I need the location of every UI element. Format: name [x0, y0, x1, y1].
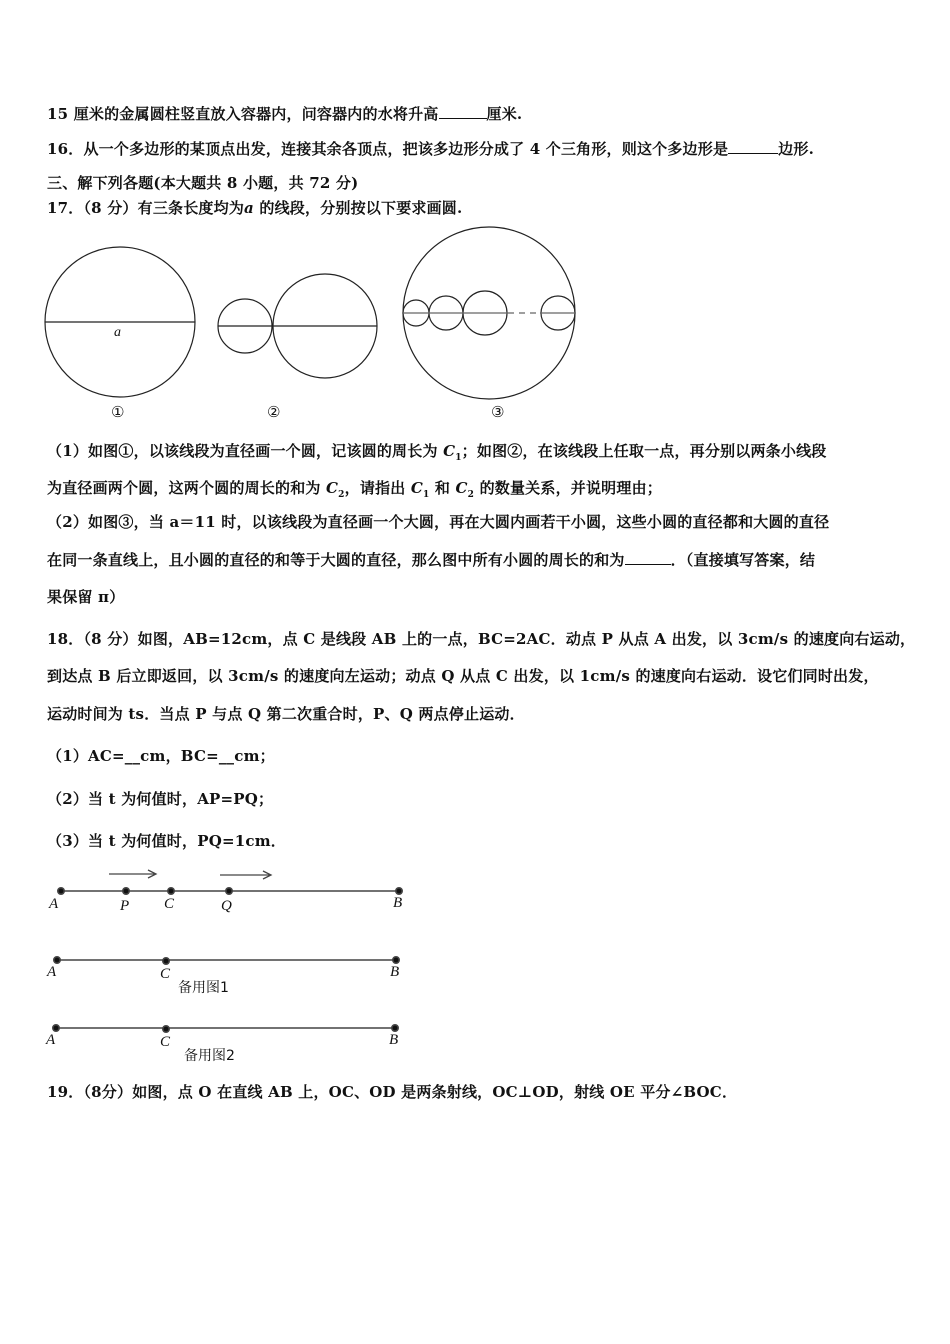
c2-subscript: 2 — [467, 490, 475, 500]
figure-3-circles — [403, 227, 575, 399]
q17-part1-line2 — [47, 477, 662, 500]
arrow-right-icon — [109, 870, 271, 879]
q17-part2-line2 — [47, 549, 815, 570]
spare-number-line-1 — [54, 957, 399, 964]
q18-sub3: （3）当 t 为何值时，PQ=1cm． — [47, 832, 286, 850]
spare2-label-a: A — [46, 1032, 56, 1048]
c2-subscript: 2 — [338, 490, 345, 500]
q16-text: 16．从一个多边形的某顶点出发，连接其余各顶点，把该多边形分成了 4 个三角形，则这个多边形是 — [47, 140, 729, 158]
q17-part1-text: （1）如图①，以该线段为直径画一个圆，记该圆的周长为 — [47, 442, 444, 460]
spare1-label-a: A — [47, 964, 57, 980]
q17-figures — [0, 220, 600, 425]
q18-line3: 运动时间为 ts．当点 P 与点 Q 第二次重合时，P、Q 两点停止运动． — [47, 705, 525, 723]
c2-symbol: C — [455, 479, 468, 497]
c2-symbol: C — [326, 479, 339, 497]
spare1-caption: 备用图1 — [178, 980, 229, 996]
point-label-p: P — [120, 898, 130, 914]
q17-var-a: a — [244, 199, 254, 217]
spare2-caption: 备用图2 — [184, 1048, 235, 1064]
q17-stem-text: 17．（8 分）有三条长度均为 — [47, 199, 245, 217]
q17-part2-line3: 果保留 π） — [47, 588, 125, 606]
q15-text: 15 厘米的金属圆柱竖直放入容器内，问容器内的水将升高 — [47, 105, 439, 123]
point-label-c: C — [164, 896, 175, 912]
q17-stem — [47, 197, 462, 218]
figure-2-circles — [218, 274, 377, 378]
q18-line2: 到达点 B 后立即返回，以 3cm/s 的速度向左运动；动点 Q 从点 C 出发，以 1cm/s 的速度向右运动．设它们同时出发， — [47, 667, 879, 685]
q16-answer-blank[interactable] — [728, 139, 778, 154]
q15-tail — [47, 103, 522, 124]
section-heading: 三、解下列各题(本大题共 8 小题，共 72 分) — [47, 174, 359, 192]
q19: 19．（8分）如图，点 O 在直线 AB 上，OC、OD 是两条射线，OC⊥OD，射线 OE 平分∠BOC． — [47, 1083, 738, 1101]
main-number-line — [58, 888, 402, 894]
q17-part1-line1 — [47, 440, 826, 463]
q16-unit: 边形. — [778, 140, 814, 158]
c1-symbol: C — [410, 479, 424, 497]
q17-part1-text-f: 的数量关系，并说明理由； — [474, 479, 662, 497]
q17-part2-text: 在同一条直线上，且小圆的直径的和等于大圆的直径，那么图中所有小圆的周长的和为 — [47, 551, 625, 569]
q17-stem-after: 的线段，分别按以下要求画圆. — [253, 199, 463, 217]
spare2-label-b: B — [389, 1032, 399, 1048]
q15-answer-blank[interactable] — [439, 104, 487, 119]
q17-part1-text-c: 为直径画两个圆，这两个圆的周长的和为 — [47, 479, 327, 497]
spare2-label-c: C — [160, 1034, 171, 1050]
q17-part2-text-b: ．（直接填写答案，结 — [670, 551, 816, 569]
figure-2-label: ② — [267, 403, 281, 421]
point-label-a: A — [49, 896, 59, 912]
q18-sub2: （2）当 t 为何值时，AP=PQ； — [47, 790, 274, 808]
q17-part1-text-d: ，请指出 — [344, 479, 411, 497]
point-label-b: B — [393, 895, 403, 911]
point-label-q: Q — [221, 898, 232, 914]
q18-sub1: （1）AC=__cm，BC=__cm； — [47, 747, 275, 765]
figure-1-var-a: a — [114, 325, 121, 340]
q16 — [47, 138, 814, 159]
q17-part2-line1: （2）如图③，当 a＝11 时，以该线段为直径画一个大圆，再在大圆内画若干小圆，这些小圆的直径都和大圆的直径 — [47, 513, 830, 531]
q15-unit: 厘米. — [486, 105, 523, 123]
q17-answer-blank[interactable] — [625, 550, 671, 565]
figure-1-label: ① — [111, 403, 125, 421]
spare-number-line-2 — [53, 1025, 398, 1032]
c1-subscript: 1 — [423, 490, 430, 500]
figure-1-circle — [45, 247, 195, 397]
c1-subscript: 1 — [455, 453, 462, 463]
q18-diagrams — [0, 860, 430, 1070]
spare1-label-c: C — [160, 966, 171, 982]
q17-part1-text-b: ；如图②，在该线段上任取一点，再分别以两条小线段 — [461, 442, 827, 460]
c1-symbol: C — [443, 442, 456, 460]
q17-part1-text-e: 和 — [429, 479, 456, 497]
q18-line1: 18．（8 分）如图，AB=12cm，点 C 是线段 AB 上的一点，BC=2AC．动点 P 从点 A 出发，以 3cm/s 的速度向右运动， — [47, 630, 916, 648]
spare1-label-b: B — [390, 964, 400, 980]
figure-3-label: ③ — [491, 403, 505, 421]
